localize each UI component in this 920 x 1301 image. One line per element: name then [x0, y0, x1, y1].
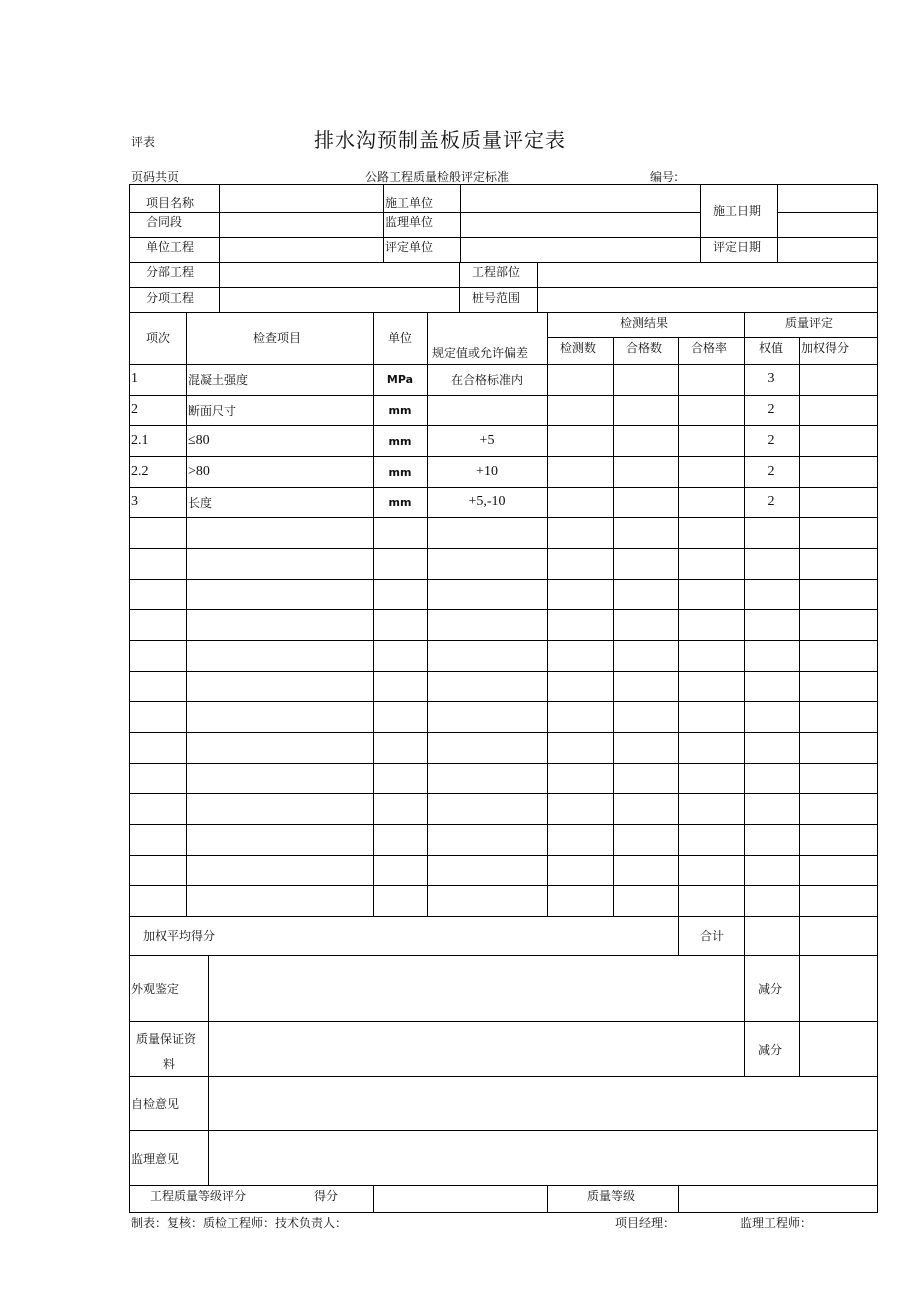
header-item-no: 项次	[146, 331, 171, 345]
assessment-date-label: 评定日期	[713, 240, 762, 254]
row-5-unit: mm	[388, 496, 412, 509]
header-quality-assessment: 质量评定	[785, 316, 834, 330]
header-allowed-deviation: 规定值或允许偏差	[432, 346, 529, 360]
row-3-no: 2.1	[131, 433, 149, 448]
row-1-no: 1	[131, 371, 138, 386]
header-pass-count: 合格数	[626, 341, 663, 355]
row-4-no: 2.2	[131, 464, 149, 479]
self-check-label: 自检意见	[131, 1097, 180, 1111]
construction-unit-label: 施工单位	[385, 196, 434, 210]
row-3-weight: 2	[767, 433, 775, 448]
row-3-item: ≤80	[188, 433, 210, 448]
project-part-label: 工程部位	[472, 265, 521, 279]
form-code-label: 评表	[131, 135, 156, 149]
row-5-item: 长度	[188, 496, 213, 510]
unit-project-label: 单位工程	[146, 240, 195, 254]
qa-docs-label-line1: 质量保证资	[136, 1032, 197, 1046]
qa-docs-deduction-label: 减分	[758, 1043, 783, 1057]
header-pass-rate: 合格率	[691, 341, 728, 355]
supervision-unit-label: 监理单位	[385, 215, 434, 229]
row-3-spec: +5	[479, 433, 495, 448]
quality-grade-label: 质量等级	[587, 1189, 636, 1203]
row-2-weight: 2	[767, 402, 775, 417]
project-name-label: 项目名称	[146, 196, 195, 210]
footer-supervising-engineer: 监理工程师：	[740, 1216, 813, 1230]
row-2-unit: mm	[388, 404, 412, 417]
row-4-item: >80	[188, 464, 210, 479]
row-2-no: 2	[131, 402, 138, 417]
qa-docs-label-line2: 料	[163, 1057, 176, 1071]
division-project-label: 分部工程	[146, 265, 195, 279]
header-weighted-score: 加权得分	[801, 341, 850, 355]
row-1-unit: MPa	[386, 373, 414, 386]
grade-score-label: 工程质量等级评分	[150, 1189, 247, 1203]
standard-reference: 公路工程质量检般评定标准	[365, 170, 510, 184]
header-test-count: 检测数	[560, 341, 597, 355]
row-1-item: 混凝土强度	[188, 373, 249, 387]
contract-section-label: 合同段	[146, 215, 183, 229]
row-1-weight: 3	[767, 371, 775, 386]
supervision-opinion-label: 监理意见	[131, 1152, 180, 1166]
assessment-unit-label: 评定单位	[385, 240, 434, 254]
page-info: 页码共页	[131, 170, 180, 184]
row-5-spec: +5,-10	[468, 494, 506, 509]
footer-project-manager: 项目经理：	[615, 1216, 676, 1230]
construction-date-label: 施工日期	[713, 204, 762, 218]
total-label: 合计	[700, 929, 725, 943]
header-weight: 权值	[759, 341, 784, 355]
appearance-deduction-label: 减分	[758, 982, 783, 996]
row-5-no: 3	[131, 494, 138, 509]
weighted-average-label: 加权平均得分	[143, 929, 216, 943]
row-1-spec: 在合格标准内	[450, 373, 524, 387]
sub-item-project-label: 分项工程	[146, 291, 195, 305]
page-title: 排水沟预制盖板质量评定表	[314, 128, 566, 152]
row-3-unit: mm	[388, 435, 412, 448]
row-4-weight: 2	[767, 464, 775, 479]
form-number-label: 编号:	[650, 170, 679, 184]
header-test-results: 检测结果	[620, 316, 669, 330]
header-check-item: 检查项目	[253, 331, 302, 345]
footer-signers: 制表：复核：质检工程师：技术负责人：	[131, 1216, 348, 1230]
row-5-weight: 2	[767, 494, 775, 509]
row-2-item: 断面尺寸	[188, 404, 237, 418]
row-4-unit: mm	[388, 466, 412, 479]
row-4-spec: +10	[476, 464, 498, 479]
score-label: 得分	[314, 1189, 339, 1203]
chainage-range-label: 桩号范围	[472, 291, 521, 305]
header-unit: 单位	[388, 331, 413, 345]
appearance-label: 外观鉴定	[131, 982, 180, 996]
